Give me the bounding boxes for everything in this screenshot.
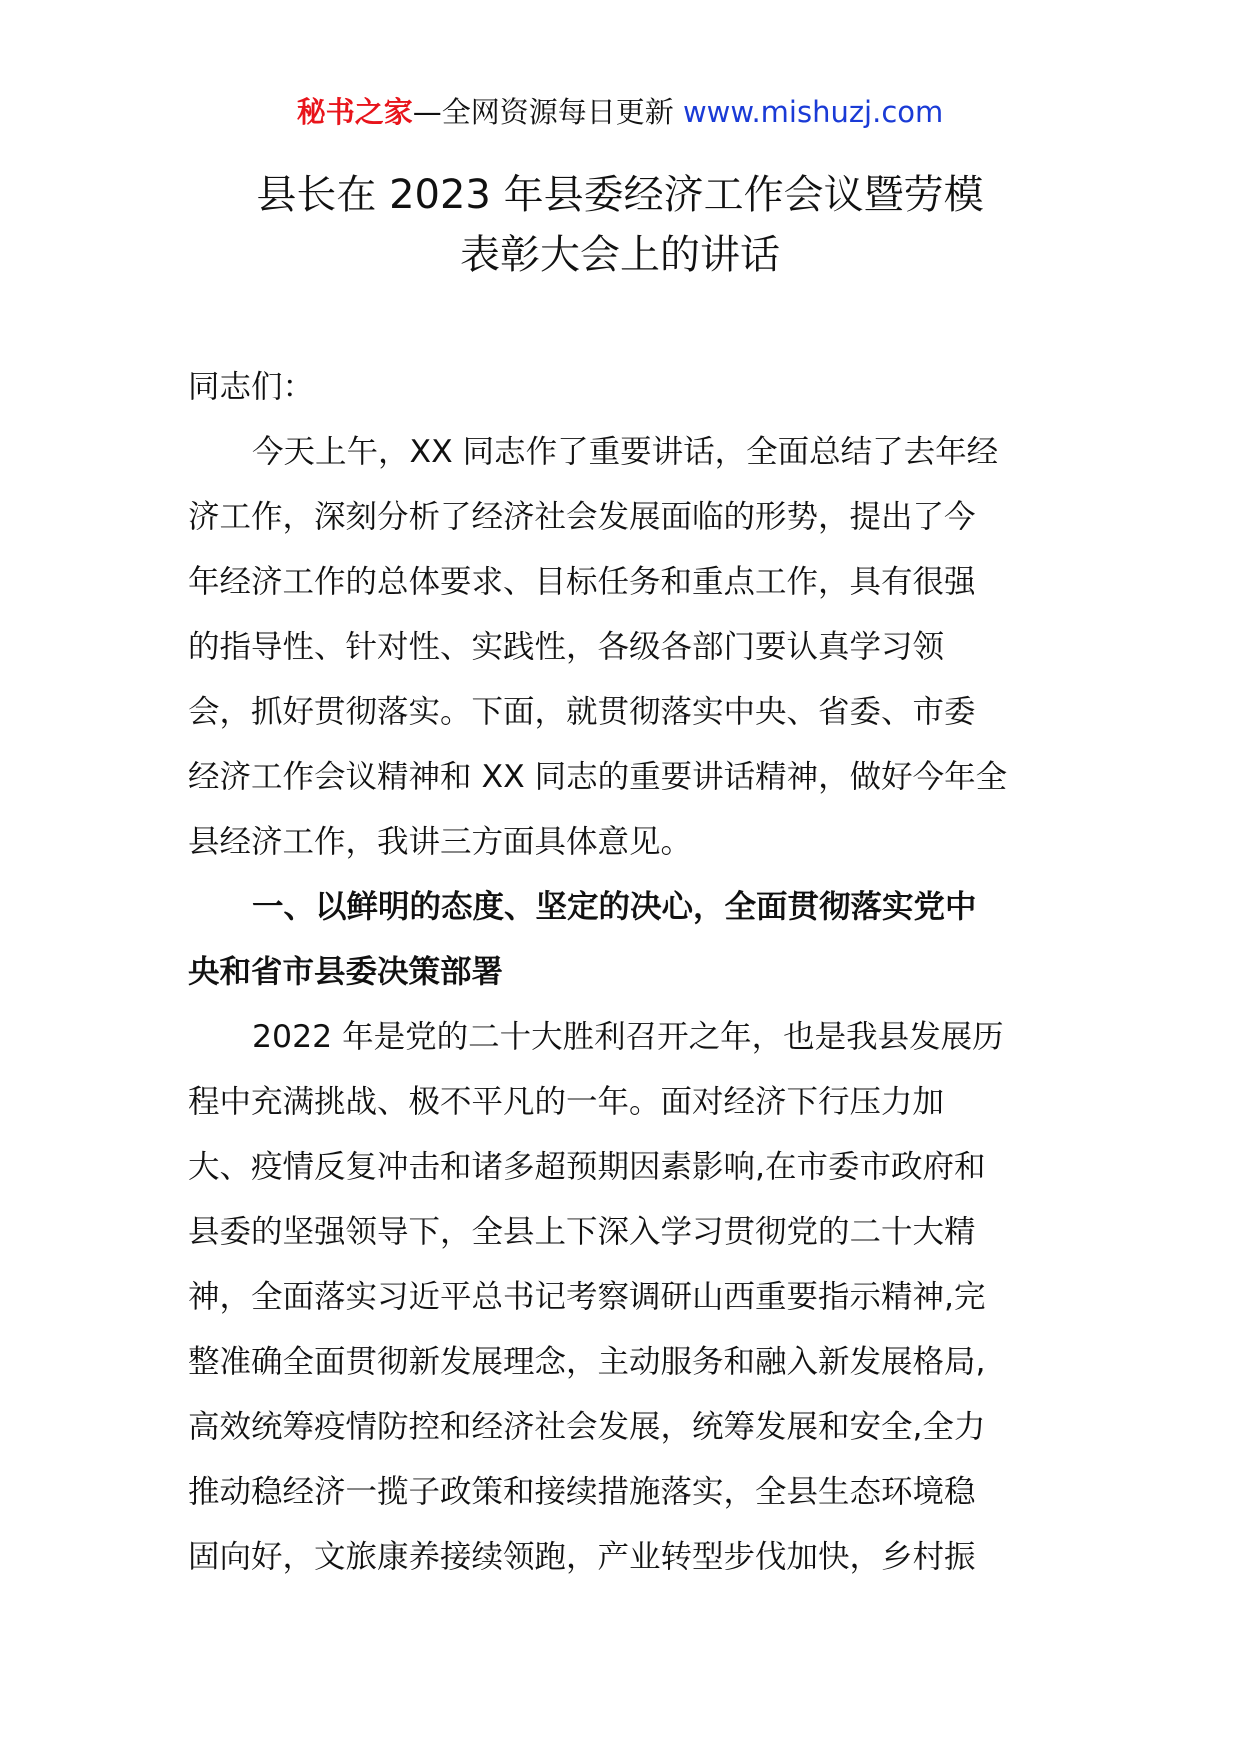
paragraph-line: 大、疫情反复冲击和诸多超预期因素影响,在市委市政府和: [188, 1149, 986, 1185]
banner-tagline: —全网资源每日更新: [412, 95, 674, 129]
paragraph-line: 年经济工作的总体要求、目标任务和重点工作，具有很强: [188, 564, 976, 600]
brand-name: 秘书之家: [296, 95, 413, 129]
site-url-link[interactable]: www.mishuzj.com: [682, 95, 944, 129]
paragraph-line: 程中充满挑战、极不平凡的一年。面对经济下行压力加: [188, 1084, 945, 1120]
paragraph-line: 高效统筹疫情防控和经济社会发展，统筹发展和安全,全力: [188, 1409, 986, 1445]
paragraph-line: 县委的坚强领导下，全县上下深入学习贯彻党的二十大精: [188, 1214, 976, 1250]
paragraph-line: 整准确全面贯彻新发展理念，主动服务和融入新发展格局,: [188, 1344, 986, 1380]
document-title: [120, 165, 1120, 285]
section-heading: 央和省市县委决策部署: [188, 954, 504, 990]
paragraph-line: 今天上午，XX 同志作了重要讲话，全面总结了去年经: [252, 434, 999, 470]
paragraph-line: 经济工作会议精神和 XX 同志的重要讲话精神，做好今年全: [188, 759, 1008, 795]
salutation: 同志们：: [188, 369, 315, 405]
title-line: 县长在 2023 年县委经济工作会议暨劳模: [256, 172, 984, 218]
document-body: [188, 355, 1058, 1590]
paragraph-line: 会，抓好贯彻落实。下面，就贯彻落实中央、省委、市委: [188, 694, 976, 730]
paragraph-line: 2022 年是党的二十大胜利召开之年，也是我县发展历: [252, 1019, 1004, 1055]
paragraph-line: 神，全面落实习近平总书记考察调研山西重要指示精神,完: [188, 1279, 986, 1315]
site-banner: [0, 92, 1240, 132]
paragraph-line: 县经济工作，我讲三方面具体意见。: [188, 824, 693, 860]
section-heading: 一、以鲜明的态度、坚定的决心，全面贯彻落实党中: [252, 889, 977, 925]
title-line: 表彰大会上的讲话: [460, 232, 780, 278]
paragraph-line: 济工作，深刻分析了经济社会发展面临的形势，提出了今: [188, 499, 976, 535]
paragraph-line: 固向好，文旅康养接续领跑，产业转型步伐加快，乡村振: [188, 1539, 976, 1575]
paragraph-line: 的指导性、针对性、实践性，各级各部门要认真学习领: [188, 629, 945, 665]
paragraph-line: 推动稳经济一揽子政策和接续措施落实，全县生态环境稳: [188, 1474, 976, 1510]
